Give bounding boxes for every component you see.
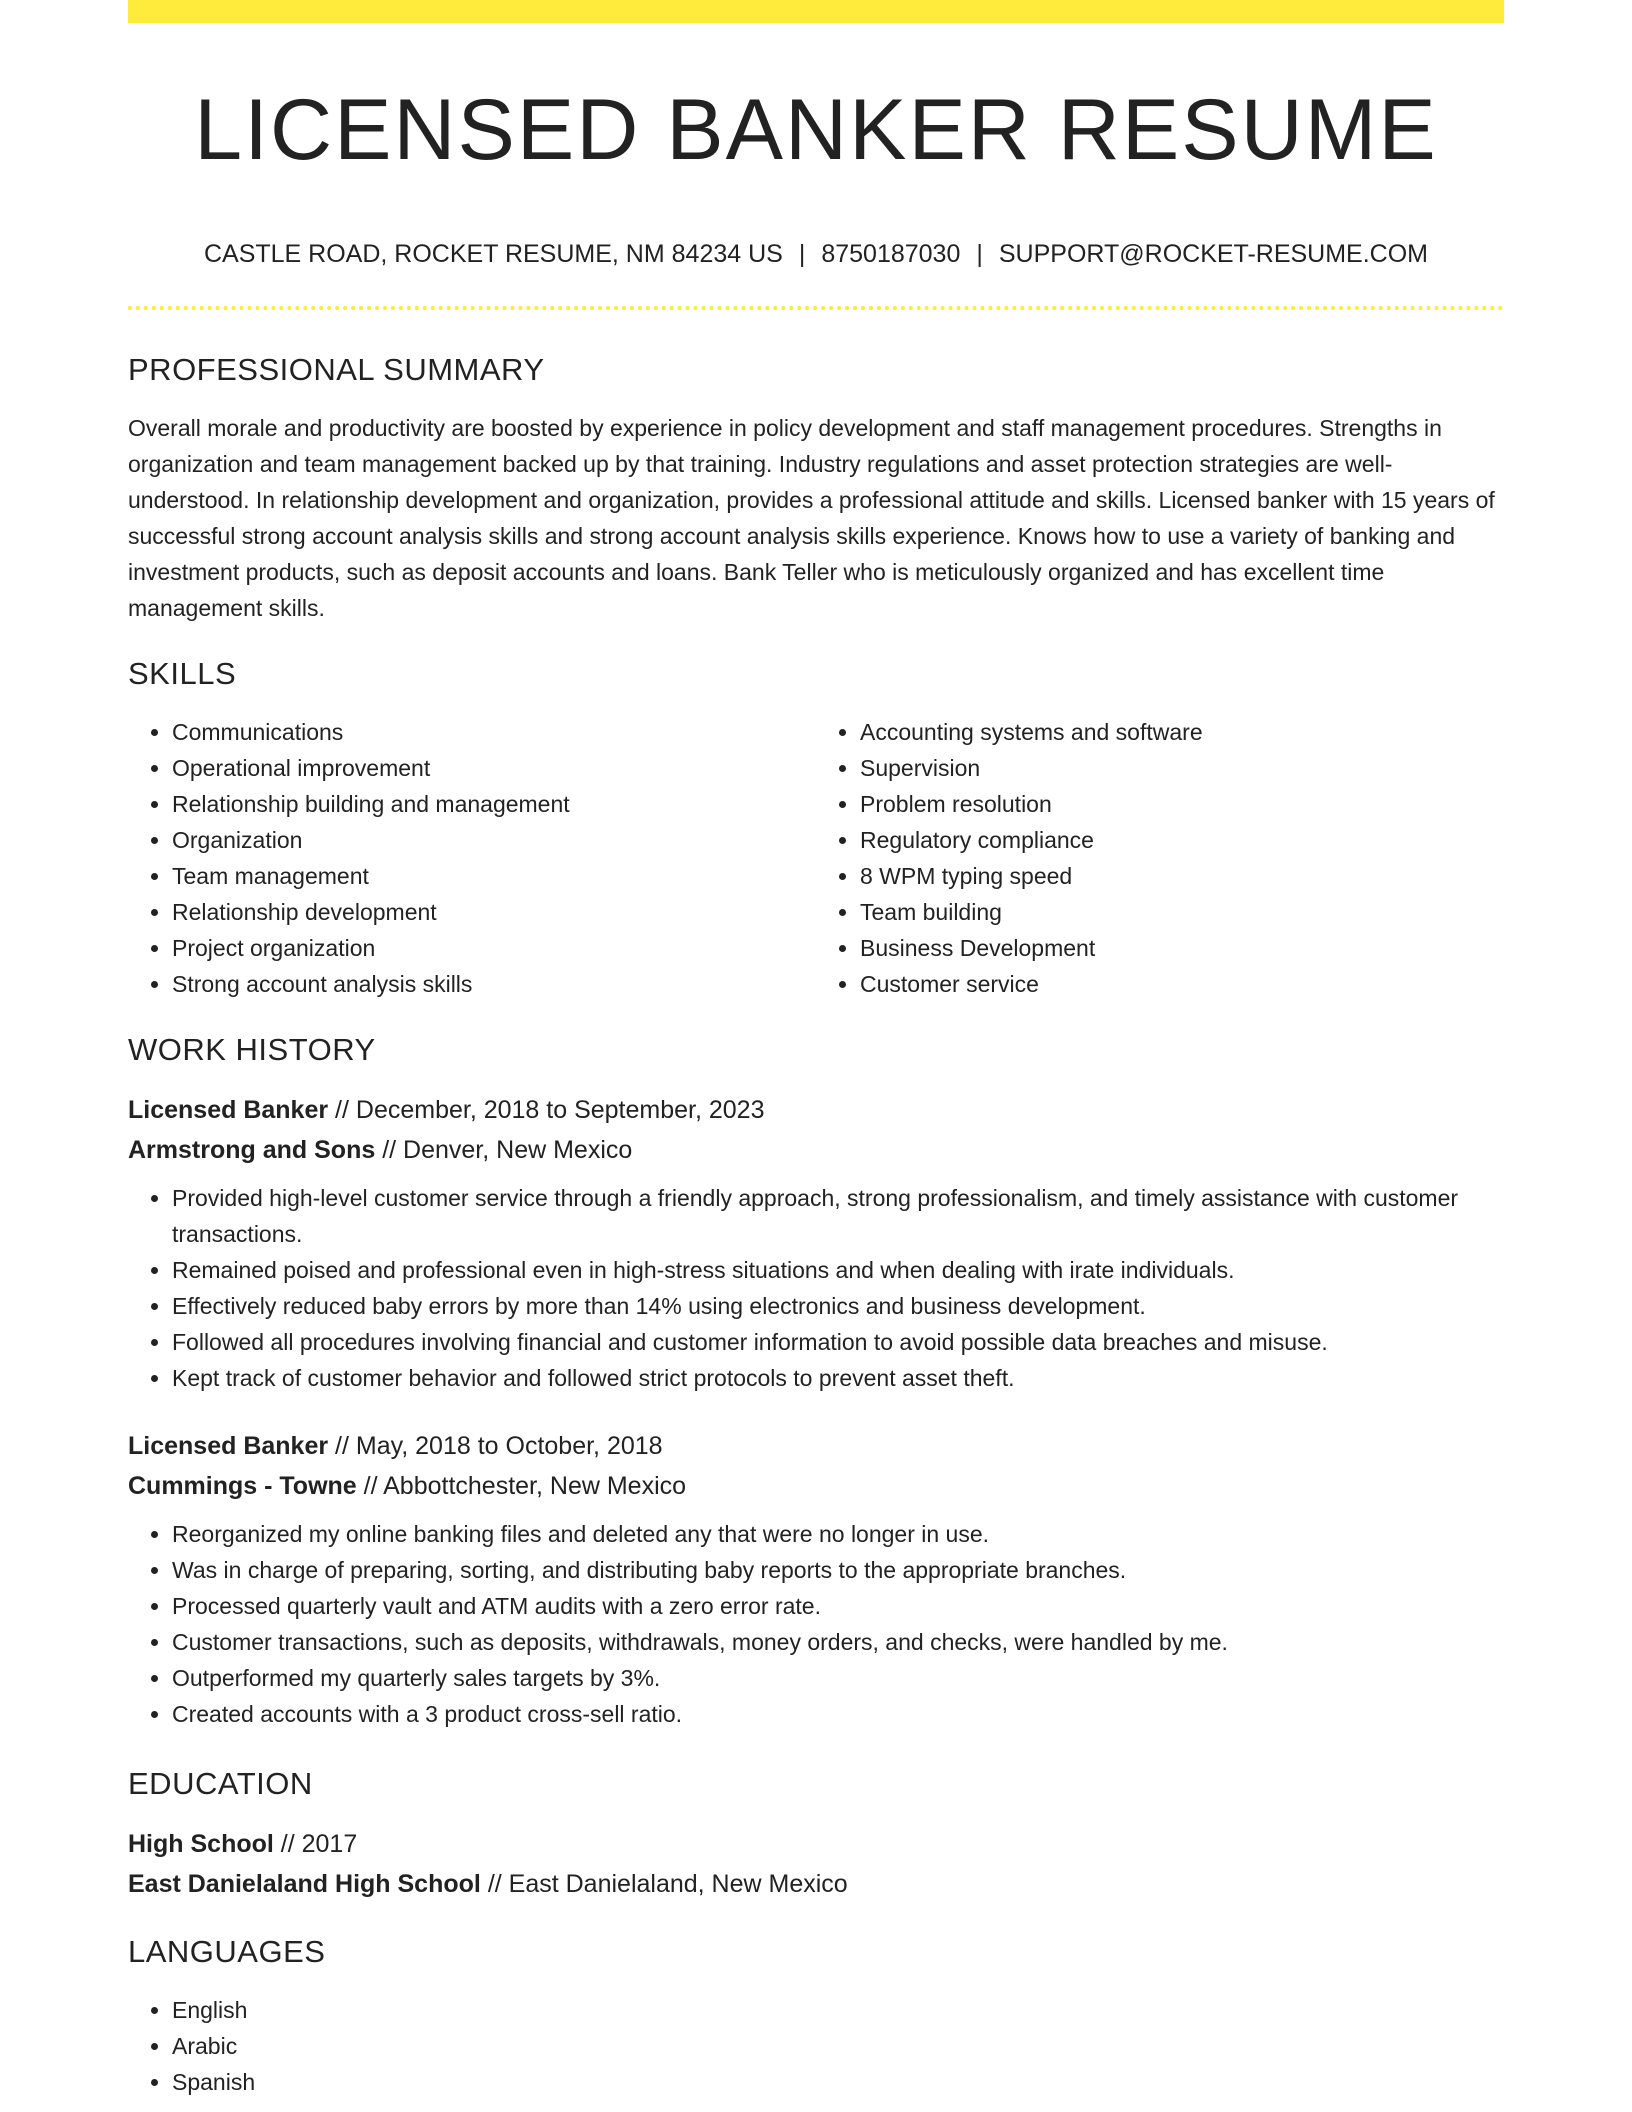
top-accent-bar: [128, 0, 1504, 23]
job-bullets: [128, 1516, 1504, 1732]
skill-item: • Customer service: [860, 966, 1504, 1002]
skill-item: • Regulatory compliance: [860, 822, 1504, 858]
skill-item: • Accounting systems and software: [860, 714, 1504, 750]
education-section: [128, 1762, 1504, 1904]
skill-item: • Operational improvement: [172, 750, 816, 786]
header-divider: [128, 306, 1504, 310]
job-entry: [128, 1090, 1504, 1396]
job-bullet: • Outperformed my quarterly sales targets by 3%.: [172, 1660, 1504, 1696]
education-school-line: [128, 1864, 1504, 1904]
skills-columns: [128, 714, 1504, 1002]
skill-item: • Project organization: [172, 930, 816, 966]
summary-section: [128, 348, 1504, 626]
skills-heading: SKILLS: [128, 656, 237, 691]
education-degree-line: [128, 1824, 1504, 1864]
education-degree: High School: [128, 1830, 274, 1858]
job-location: // Denver, New Mexico: [382, 1136, 633, 1164]
languages-list: [128, 1992, 1504, 2100]
language-item: • English: [172, 1992, 1504, 2028]
education-heading: EDUCATION: [128, 1766, 313, 1801]
job-title-line: [128, 1090, 1504, 1130]
skill-item: • Relationship building and management: [172, 786, 816, 822]
job-title: Licensed Banker: [128, 1432, 329, 1460]
contact-separator: |: [798, 240, 806, 268]
skills-list-right: [816, 714, 1504, 1002]
skill-item: • Business Development: [860, 930, 1504, 966]
languages-section: [128, 1930, 1504, 2100]
job-title: Licensed Banker: [128, 1096, 329, 1124]
skill-item: • Team management: [172, 858, 816, 894]
job-bullet: • Remained poised and professional even in high-stress situations and when dealing with irate individuals.: [172, 1252, 1504, 1288]
skill-item: • Supervision: [860, 750, 1504, 786]
contact-separator: |: [976, 240, 983, 268]
contact-phone: 8750187030: [821, 240, 961, 268]
language-item: • Spanish: [172, 2064, 1504, 2100]
job-bullet: • Effectively reduced baby errors by more than 14% using electronics and business development.: [172, 1288, 1504, 1324]
job-bullet: • Processed quarterly vault and ATM audits with a zero error rate.: [172, 1588, 1504, 1624]
summary-text: Overall morale and productivity are boosted by experience in policy development and staff management procedures. Strengths in organization and team management backed up by that training. Industry regulations and asset protection strategies are well-understood. In relationship development and organization, provides a professional attitude and skills. Licensed banker with 15 years of successful strong account analysis skills and strong account analysis skills experience. Knows how to use a variety of banking and investment products, such as deposit accounts and loans. Bank Teller who is meticulously organized and has excellent time management skills.: [128, 415, 1495, 621]
skill-item: • Strong account analysis skills: [172, 966, 816, 1002]
contact-address: CASTLE ROAD, ROCKET RESUME, NM 84234 US: [203, 240, 783, 268]
job-bullet: • Was in charge of preparing, sorting, and distributing baby reports to the appropriate branches.: [172, 1552, 1504, 1588]
job-bullet: • Created accounts with a 3 product cross-sell ratio.: [172, 1696, 1504, 1732]
job-bullet: • Kept track of customer behavior and followed strict protocols to prevent asset theft.: [172, 1360, 1504, 1396]
job-bullet: • Provided high-level customer service through a friendly approach, strong professionalism, and timely assistance with customer transactions.: [172, 1180, 1504, 1252]
education-year: // 2017: [280, 1830, 358, 1858]
work-history-section: [128, 1028, 1504, 1732]
skill-item: • Problem resolution: [860, 786, 1504, 822]
language-item: • Arabic: [172, 2028, 1504, 2064]
summary-heading: PROFESSIONAL SUMMARY: [128, 352, 545, 387]
skill-item: • 8 WPM typing speed: [860, 858, 1504, 894]
languages-heading: LANGUAGES: [128, 1934, 326, 1969]
job-entry: [128, 1426, 1504, 1732]
resume-title: LICENSED BANKER RESUME: [194, 82, 1438, 178]
job-bullet: • Followed all procedures involving financial and customer information to avoid possible data breaches and misuse.: [172, 1324, 1504, 1360]
work-history-heading: WORK HISTORY: [128, 1032, 376, 1067]
job-company: Armstrong and Sons: [128, 1136, 376, 1164]
job-bullet: • Customer transactions, such as deposits, withdrawals, money orders, and checks, were handled by me.: [172, 1624, 1504, 1660]
skills-section: [128, 652, 1504, 1002]
resume-content: [128, 348, 1504, 2100]
job-company-line: [128, 1130, 1504, 1170]
skill-item: • Communications: [172, 714, 816, 750]
skill-item: • Relationship development: [172, 894, 816, 930]
job-company-line: [128, 1466, 1504, 1506]
job-bullet: • Reorganized my online banking files and deleted any that were no longer in use.: [172, 1516, 1504, 1552]
job-dates: // December, 2018 to September, 2023: [335, 1096, 765, 1124]
job-bullets: [128, 1180, 1504, 1396]
job-company: Cummings - Towne: [128, 1472, 357, 1500]
education-school: East Danielaland High School: [128, 1870, 481, 1898]
contact-email: SUPPORT@ROCKET-RESUME.COM: [998, 240, 1429, 268]
job-dates: // May, 2018 to October, 2018: [335, 1432, 663, 1460]
education-location: // East Danielaland, New Mexico: [487, 1870, 848, 1898]
job-location: // Abbottchester, New Mexico: [363, 1472, 687, 1500]
skills-list-left: [128, 714, 816, 1002]
skill-item: • Team building: [860, 894, 1504, 930]
job-title-line: [128, 1426, 1504, 1466]
skill-item: • Organization: [172, 822, 816, 858]
contact-line: [128, 236, 1504, 272]
